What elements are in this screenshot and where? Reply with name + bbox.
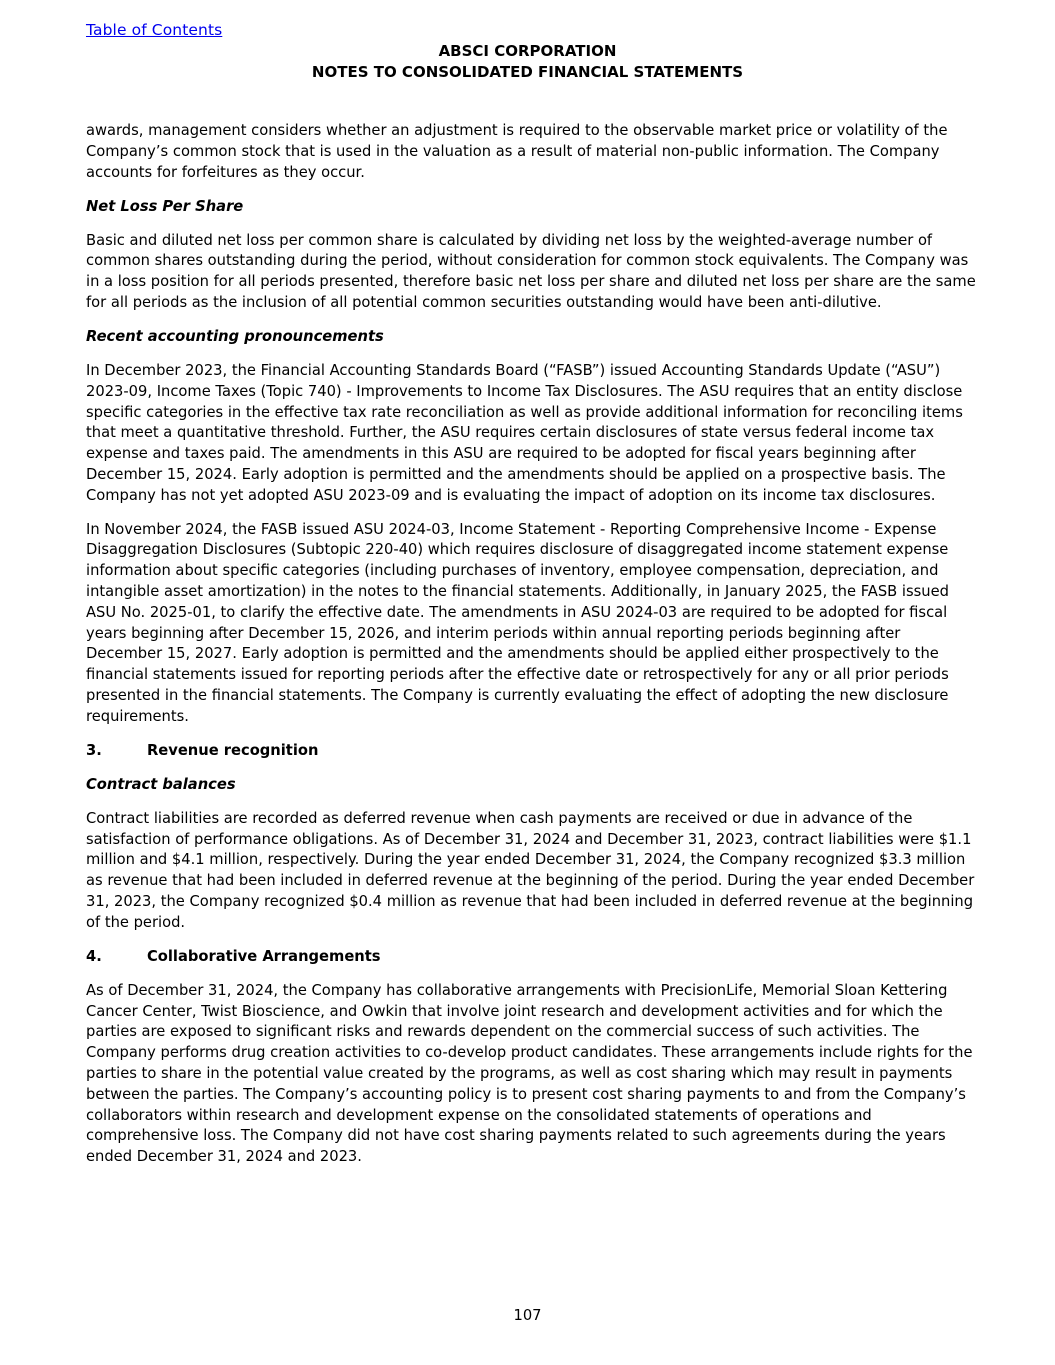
section-3-number: 3.	[86, 741, 102, 759]
document-body	[86, 121, 976, 1181]
paragraph-asu-2023-09: In December 2023, the Financial Accounting Standards Board (“FASB”) issued Accounting Standards Update (“ASU”) 2023-09, Income Taxes (Topic 740) - Improvements to Income Tax Disclosures. The ASU requires that an entity disclose specific categories in the effective tax rate reconciliation as well as provide additional information for reconciling items that meet a quantitative threshold. Further, the ASU requires certain disclosures of state versus federal income tax expense and taxes paid. The amendments in this ASU are required to be adopted for fiscal years beginning after December 15, 2024. Early adoption is permitted and the amendments should be applied on a prospective basis. The Company has not yet adopted ASU 2023-09 and is evaluating the impact of adoption on its income tax disclosures.	[86, 361, 963, 504]
paragraph-net-loss: Basic and diluted net loss per common share is calculated by dividing net loss by the weighted-average number of common shares outstanding during the period, without consideration for common stock equivalents. The Company was in a loss position for all periods presented, therefore basic net loss per share and diluted net loss per share are the same for all periods as the inclusion of all potential common securities outstanding would have been anti-dilutive.	[86, 231, 976, 311]
paragraph-asu-2024-03: In November 2024, the FASB issued ASU 2024-03, Income Statement - Reporting Comprehensive Income - Expense Disaggregation Disclosures (Subtopic 220-40) which requires disclosure of disaggregated income statement expense information about specific categories (including purchases of inventory, employee compensation, depreciation, and intangible asset amortization) in the notes to the financial statements. Additionally, in January 2025, the FASB issued ASU No. 2025-01, to clarify the effective date. The amendments in ASU 2024-03 are required to be adopted for fiscal years beginning after December 15, 2026, and interim periods within annual reporting periods beginning after December 15, 2027. Early adoption is permitted and the amendments should be applied either prospectively to the financial statements issued for reporting periods after the effective date or retrospectively for any or all prior periods presented in the financial statements. The Company is currently evaluating the effect of adopting the new disclosure requirements.	[86, 520, 949, 725]
page-header	[0, 41, 1055, 83]
net-loss-per-share-heading: Net Loss Per Share	[86, 197, 244, 215]
section-3-title: Revenue recognition	[147, 741, 319, 759]
section-3-heading	[86, 741, 976, 762]
paragraph-contract-liabilities: Contract liabilities are recorded as deferred revenue when cash payments are received or due in advance of the satisfaction of performance obligations. As of December 31, 2024 and December 31, 2023, contract liabilities were $1.1 million and $4.1 million, respectively. During the year ended December 31, 2024, the Company recognized $3.3 million as revenue that had been included in deferred revenue at the beginning of the period. During the year ended December 31, 2023, the Company recognized $0.4 million as revenue that had been included in deferred revenue at the beginning of the period.	[86, 809, 975, 931]
company-name: ABSCI CORPORATION	[438, 42, 617, 60]
paragraph-awards: awards, management considers whether an adjustment is required to the observable market price or volatility of the Company’s common stock that is used in the valuation as a result of material non-public information. The Company accounts for forfeitures as they occur.	[86, 122, 948, 181]
statement-title: NOTES TO CONSOLIDATED FINANCIAL STATEMENTS	[311, 63, 744, 81]
contract-balances-heading: Contract balances	[86, 775, 236, 793]
table-of-contents-link[interactable]: Table of Contents	[86, 21, 223, 39]
recent-accounting-heading: Recent accounting pronouncements	[86, 327, 384, 345]
paragraph-collaborative-arrangements: As of December 31, 2024, the Company has collaborative arrangements with PrecisionLife, Memorial Sloan Kettering Cancer Center, Twist Bioscience, and Owkin that involve joint research and development activities and for which the parties are exposed to significant risks and rewards dependent on the commercial success of such activities. The Company performs drug creation activities to co-develop product candidates. These arrangements include rights for the parties to share in the potential value created by the programs, as well as cost sharing which may result in payments between the parties. The Company’s accounting policy is to present cost sharing payments to and from the Company’s collaborators within research and development expense on the consolidated statements of operations and comprehensive loss. The Company did not have cost sharing payments related to such agreements during the years ended December 31, 2024 and 2023.	[86, 981, 973, 1166]
section-4-title: Collaborative Arrangements	[147, 947, 381, 965]
page-number: 107	[513, 1307, 542, 1324]
section-4-number: 4.	[86, 947, 102, 965]
section-4-heading	[86, 947, 976, 968]
